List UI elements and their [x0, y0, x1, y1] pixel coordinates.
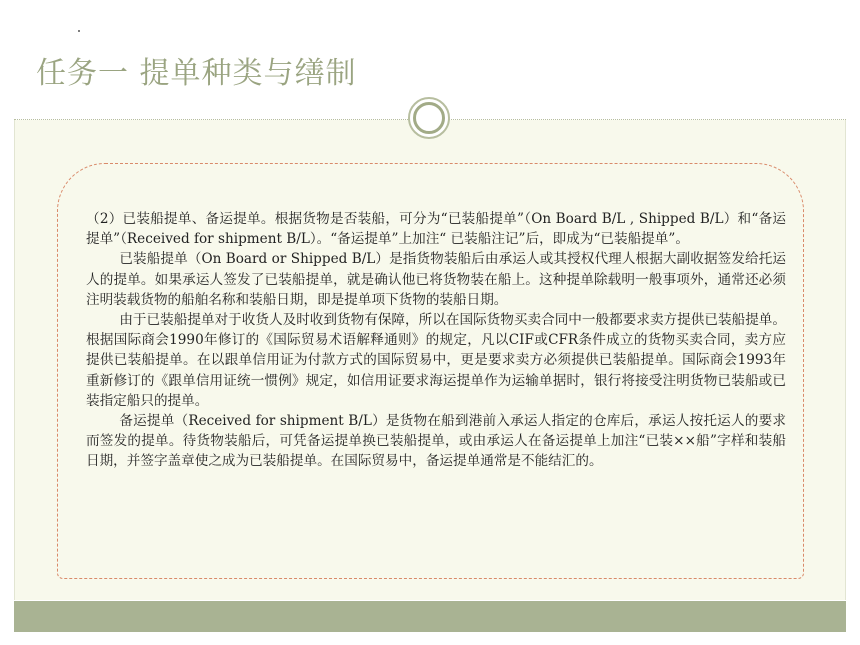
- text-body: [86, 209, 786, 472]
- dot-mark: [78, 30, 80, 32]
- divider-circle-inner-ring: [413, 102, 445, 134]
- footer-bar: [14, 601, 846, 632]
- paragraph-intro: （2）已装船提单、备运提单。根据货物是否装船，可分为“已装船提单”（On Board B/L , Shipped B/L）和“备运提单”（Received for shipment B/L）。“备运提单”上加注“ 已装船注记”后，即成为“已装船提单”。: [86, 211, 786, 248]
- paragraph-on-board: 已装船提单（On Board or Shipped B/L）是指货物装船后由承运人或其授权代理人根据大副收据签发给托运人的提单。如果承运人签发了已装船提单，就是确认他已将货物装在船上。这种提单除载明一般事项外，通常还必须注明装载货物的船舶名称和装船日期，即是提单项下货物的装船日期。: [86, 251, 786, 308]
- paragraph-received-for-shipment: 备运提单（Received for shipment B/L）是货物在船到港前入承运人指定的仓库后，承运人按托运人的要求而签发的提单。待货物装船后，可凭备运提单换已装船提单，或由承运人在备运提单上加注“已装××船”字样和装船日期，并签字盖章使之成为已装船提单。在国际贸易中，备运提单通常是不能结汇的。: [86, 413, 786, 470]
- paragraph-guarantee: 由于已装船提单对于收货人及时收到货物有保障，所以在国际货物买卖合同中一般都要求卖方提供已装船提单。根据国际商会1990年修订的《国际贸易术语解释通则》的规定，凡以CIF或CFR条件成立的货物买卖合同，卖方应提供已装船提单。在以跟单信用证为付款方式的国际贸易中，更是要求卖方必须提供已装船提单。国际商会1993年重新修订的《跟单信用证统一惯例》规定，如信用证要求海运提单作为运输单据时，银行将接受注明货物已装船或已装指定船只的提单。: [86, 312, 786, 409]
- slide-title: 任务一 提单种类与缮制: [36, 56, 357, 91]
